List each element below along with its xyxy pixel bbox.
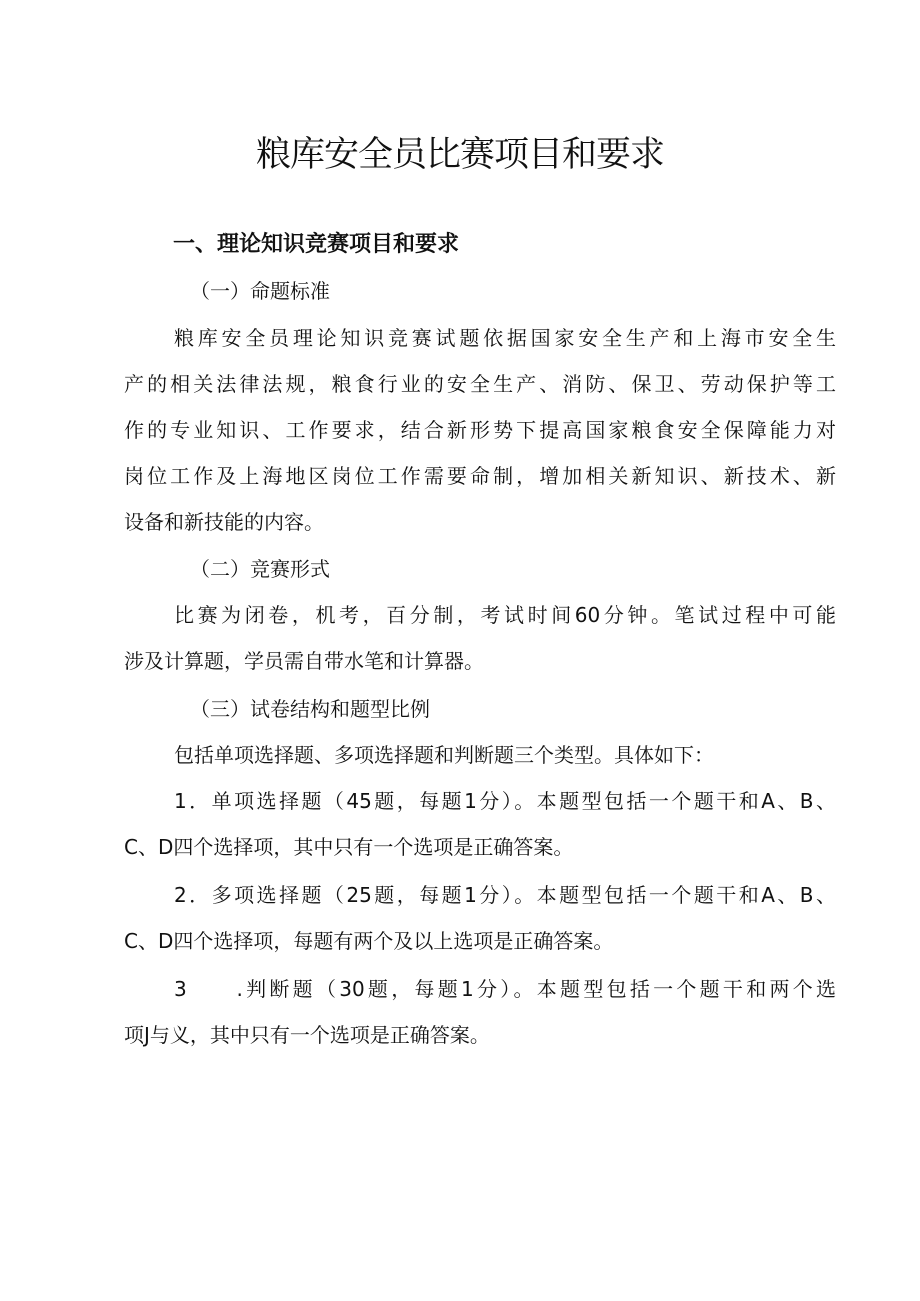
subheading-competition-format: （二）竞赛形式 (190, 557, 330, 581)
list-item-single-choice (124, 778, 836, 870)
paragraph-line: 产的相关法律法规，粮食行业的安全生产、消防、保卫、劳动保护等工 (124, 372, 836, 396)
paragraph-line: 包括单项选择题、多项选择题和判断题三个类型。具体如下： (174, 743, 714, 767)
paragraph-line: C、D四个选择项，每题有两个及以上选项是正确答案。 (124, 929, 614, 953)
list-item-multiple-choice (124, 872, 836, 964)
subheading-question-standard: （一）命题标准 (190, 279, 330, 303)
paragraph-line: 比赛为闭卷，机考，百分制，考试时间60分钟。笔试过程中可能 (174, 603, 836, 627)
paragraph-line: 设备和新技能的内容。 (124, 510, 324, 534)
paragraph-paper-structure-intro (124, 732, 836, 778)
subheading-paper-structure: （三）试卷结构和题型比例 (190, 697, 430, 721)
paragraph-line: 3 .判断题（30题，每题1分）。本题型包括一个题干和两个选 (174, 977, 836, 1001)
paragraph-competition-format (124, 592, 836, 684)
paragraph-line: 1．单项选择题（45题，每题1分）。本题型包括一个题干和A、B、 (174, 789, 836, 813)
paragraph-line: 涉及计算题，学员需自带水笔和计算器。 (124, 649, 484, 673)
paragraph-line: 2．多项选择题（25题，每题1分）。本题型包括一个题干和A、B、 (174, 883, 836, 907)
section-heading-theory: 一、理论知识竞赛项目和要求 (173, 232, 460, 257)
paragraph-line: 作的专业知识、工作要求，结合新形势下提高国家粮食安全保障能力对 (124, 418, 836, 442)
paragraph-line: 粮库安全员理论知识竞赛试题依据国家安全生产和上海市安全生 (174, 326, 836, 350)
paragraph-line: C、D四个选择项，其中只有一个选项是正确答案。 (124, 835, 574, 859)
paragraph-line: 岗位工作及上海地区岗位工作需要命制，增加相关新知识、新技术、新 (124, 464, 836, 488)
page-title: 粮库安全员比赛项目和要求 (255, 135, 664, 175)
list-item-true-false (124, 966, 836, 1058)
paragraph-question-standard (124, 315, 836, 545)
paragraph-line: 项J与义，其中只有一个选项是正确答案。 (124, 1023, 490, 1047)
